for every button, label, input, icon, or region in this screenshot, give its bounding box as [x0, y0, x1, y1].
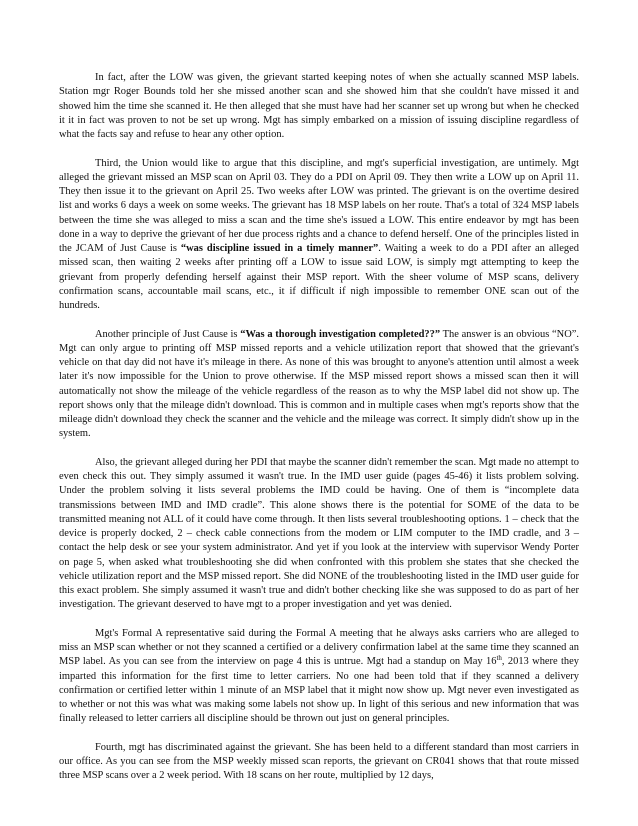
text-run: The answer is an obvious “NO”. Mgt can only argue to printing off MSP missed reports and a vehicle utilization report that showed that the grievant's vehicle on that day did not have it's mileage in there. As none of this was brought to anyone's attention until almost a week later it's now impossible for the Union to prove otherwise. If the MSP missed report shows a missed scan then it will automatically not show the mileage of the vehicle regardless of the reason as to why the MSP label did not show up. The report shows only that the mileage didn't download. This is common and in multiple cases when mgt's reports show that the mileage didn't download they check the scanner and the vehicle and the mileage was correct. It simply didn't show up in the system.: [59, 328, 579, 440]
paragraph: [59, 741, 579, 784]
text-run: In fact, after the LOW was given, the grievant started keeping notes of when she actually scanned MSP labels. Station mgr Roger Bounds told her she missed another scan and she showed him that she couldn't have missed it and showed him the time she scanned it. He then alleged that she must have had her scanner set up wrong but when he checked it it in fact was proven to not be set up wrong. Mgt has simply embarked on a mission of issuing discipline regardless of what the facts say and refuse to hear any other option.: [59, 72, 579, 140]
text-run: Fourth, mgt has discriminated against the grievant. She has been held to a different standard than most carriers in our office. As you can see from the MSP weekly missed scan reports, the grievant on CR041 shows that that route missed three MSP scans over a 2 week period. With 18 scans on her route, multiplied by 12 days,: [59, 741, 579, 782]
document-body: [59, 71, 579, 784]
text-run: Another principle of Just Cause is: [95, 328, 241, 340]
text-run: Mgt's Formal A representative said during the Formal A meeting that he always asks carriers who are alleged to miss an MSP scan whether or not they scanned a certified or a delivery confirmation label at the same time they scanned an MSP label. As you can see from the interview on page 4 this is untrue. Mgt had a standup on May 16: [59, 627, 579, 668]
bold-text-run: “was discipline issued in a timely manner”: [180, 243, 379, 254]
superscript-text: th: [496, 654, 502, 663]
text-run: Also, the grievant alleged during her PDI that maybe the scanner didn't remember the scan. Mgt made no attempt to even check this out. They simply assumed it wasn't true. In the IMD user guide (pages 45-46) it lists problem solving. Under the problem solving it lists several problems the IMD could be having. One of them is “incomplete data transmissions between IMD and IMD cradle”. This alone shows there is the potential for SOME of the data to be transmitted meaning not ALL of it could have come through. It then lists several troubleshooting options. 1 – check that the device is properly docked, 2 – check cable connections from the modem or LIM computer to the IMD cradle, and 3 – contact the help desk or see your system administrator. And yet if you look at the interview with supervisor Wendy Porter on page 5, when asked what troubleshooting she did when confronted with this problem she states that she checked the vehicle utilization report and the MSP missed report. She did NONE of the troubleshooting listed in the IMD user guide for this exact problem. She simply assumed it wasn't true and didn't bother checking like she was supposed to do as part of her investigation. The grievant deserved to have mgt to a proper investigation and yet was denied.: [59, 456, 579, 611]
paragraph: [59, 157, 579, 314]
text-run: . Waiting a week to do a PDI after an alleged missed scan, then waiting 2 weeks after printing off a LOW to issue said LOW, is simply mgt attempting to keep the grievant from properly defending herself against their MSP report. With the sheer volume of MSP scans, delivery confirmation scans, accountable mail scans, etc., it if difficult if nigh impossible to remember ONE scan out of the hundreds.: [59, 243, 579, 311]
bold-text-run: “Was a thorough investigation completed??”: [240, 328, 441, 340]
text-run: , 2013 where they imparted this information for the first time to letter carriers. No one had been told that if they scanned a delivery confirmation or certified letter within 1 minute of an MSP label that it might now show up. Mgt never even investigated as to whether or not this was what was making some labels not show up. In light of this serious and new information that was finally released to letter carriers all discipline should be thrown out just on general principles.: [59, 656, 579, 725]
paragraph: [59, 456, 579, 613]
paragraph: [59, 328, 579, 442]
paragraph: [59, 627, 579, 727]
paragraph: [59, 71, 579, 142]
text-run: Third, the Union would like to argue that this discipline, and mgt's superficial investigation, are untimely. Mgt alleged the grievant missed an MSP scan on April 03. They do a PDI on April 09. They then write a LOW up on April 11. They then issue it to the grievant on April 25. Two weeks after LOW was printed. The grievant is on the overtime desired list and works 6 days a week on some weeks. The grievant has 18 MSP labels on her route. That's a total of 324 MSP labels between the time she was alleged to miss a scan and the time she's issued a LOW. This entire endeavor by mgt has been done in a way to deprive the grievant of her due process rights and a chance to defend herself. One of the principles listed in the JCAM of Just Cause is: [59, 157, 579, 254]
